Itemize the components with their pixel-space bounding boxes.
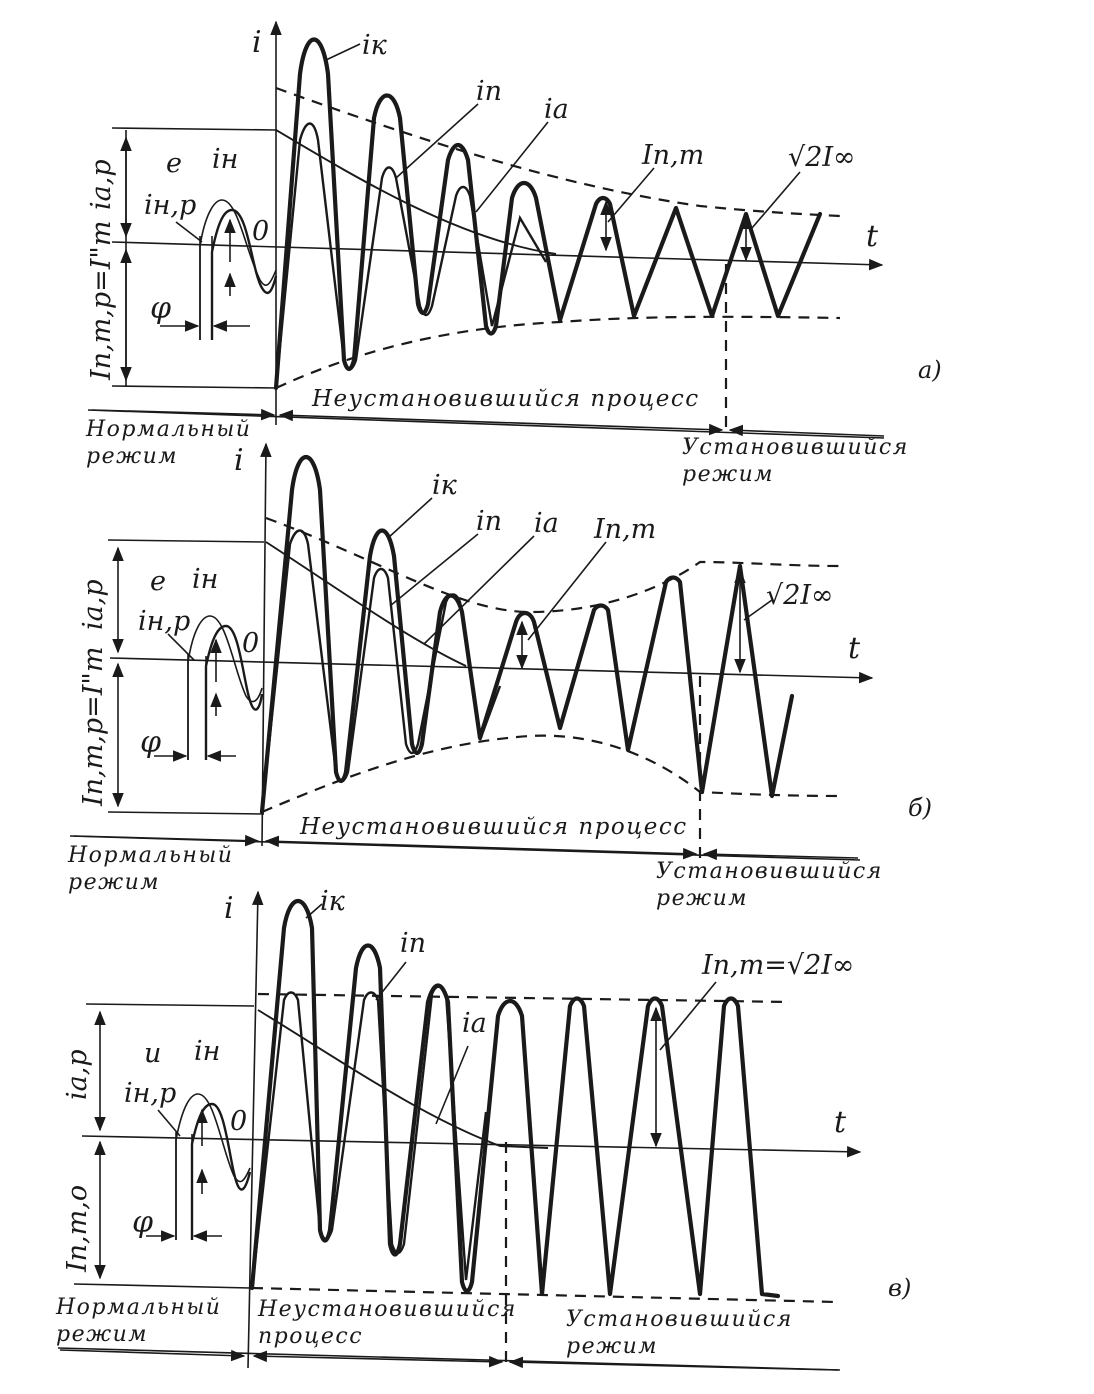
panel-b-normal-caption: Нормальный режим [68, 843, 234, 895]
panel-b-ip-label: iп [476, 506, 503, 537]
panel-a-t-axis [112, 242, 882, 265]
panel-a-emf-label: е [166, 148, 182, 179]
panel-c-ip-label: iп [400, 928, 427, 959]
panel-c-i-axis [248, 892, 258, 1368]
panel-c-ik-label: iк [320, 886, 345, 917]
panel-a-ip-label: iп [476, 76, 503, 107]
panel-c-t-axis [82, 1136, 860, 1152]
panel-a-t-axis-label: t [866, 219, 879, 254]
panel-a-ik-label: iк [362, 30, 387, 61]
panel-b-tag: б) [908, 794, 933, 822]
panel-a-amplitude-ref-line [112, 386, 276, 388]
panel-c-upper-envelope [258, 994, 790, 1002]
panel-c-ipm0-label: Iп,т,о [62, 1184, 93, 1272]
panel-b-normal-caption-box [68, 842, 248, 906]
panel-b-aperiodic-ref-line [108, 540, 264, 542]
panel-a-transient-caption: Неустановившийся процесс [312, 386, 700, 412]
panel-b-load-label: iн [192, 564, 219, 595]
panel-c-transient-caption-box [258, 1296, 517, 1360]
panel-b-emf-label: е [150, 566, 166, 597]
panel-b-steady-caption-box [656, 858, 883, 922]
panel-b-normal-arrow [74, 836, 258, 841]
panel-b-ipm-leader [528, 542, 606, 640]
panel-b [68, 443, 932, 922]
panel-c-amplitude-ref-line [74, 1284, 250, 1288]
panel-c-normal-caption-box [56, 1294, 246, 1358]
panel-c-phase-label: φ [132, 1205, 154, 1240]
panel-a-ipm-leader [608, 168, 654, 222]
panel-a-i-axis-label: i [252, 25, 262, 60]
panel-b-origin-label: 0 [242, 628, 260, 659]
panel-c-t-axis-label: t [834, 1105, 847, 1140]
panel-a-ia-label: iа [544, 94, 569, 125]
panel-b-periodic-current [262, 531, 500, 813]
panel-c-normal-caption: Нормальный режим [56, 1295, 222, 1347]
panel-b-ipm0-label: Iп,т,р=I"т [78, 646, 109, 806]
panel-b-short-circuit-current [262, 457, 792, 812]
panel-a-phase-label: φ [150, 291, 172, 326]
panel-c-steady-caption: Установившийся режим [566, 1307, 793, 1359]
panel-a-normal-caption: Нормальный режим [86, 417, 252, 469]
panel-b-t-axis [110, 658, 872, 678]
panel-a-steady-amp-label: √2I∞ [788, 142, 856, 173]
panel-a-load-label: iн [212, 144, 239, 175]
panel-c-i-axis-label: i [224, 891, 234, 926]
panel-b-ia0-label: iа,р [78, 579, 109, 630]
panel-a-transient-arrow [280, 415, 722, 430]
panel-a-steady-caption: Установившийся режим [682, 435, 909, 487]
panel-b-ipm-label: Iп,т [594, 514, 657, 545]
panel-c-aperiodic-ref-line [86, 1004, 254, 1006]
panel-c-prior-label: iн,р [124, 1078, 177, 1109]
panel-a-origin-label: 0 [252, 216, 270, 247]
panel-b-ia-leader [424, 536, 534, 644]
panel-b-ik-leader [388, 498, 432, 538]
panel-a-inr-leader [176, 222, 202, 242]
panel-a-tag: а) [918, 356, 942, 384]
panel-a-short-circuit-current [276, 40, 820, 389]
panel-b-ik-label: iк [432, 470, 457, 501]
panel-b-transient-arrow [266, 841, 696, 854]
panel-c-voltage-label: u [144, 1038, 162, 1069]
panel-c-steady-caption-box [566, 1306, 816, 1370]
panel-c-ia-label: iа [462, 1008, 487, 1039]
panel-b-steady-amp-label: √2I∞ [766, 580, 834, 611]
panel-c-load-label: iн [194, 1036, 221, 1067]
panel-a-ia0-label: iа,р [86, 159, 117, 210]
panel-c-amp-eq-label: Iп,т=√2I∞ [702, 950, 855, 981]
panel-c-transient-caption: Неустановившийся процесс [258, 1297, 517, 1349]
panel-a-aperiodic-ref-line [112, 128, 276, 130]
panel-c-origin-label: 0 [230, 1106, 248, 1137]
panel-a [86, 22, 942, 498]
panel-a-normal-arrow [92, 410, 274, 415]
panel-a-steady-caption-box [682, 434, 909, 498]
panel-a-ik-leader [326, 44, 360, 60]
panel-b-ia-label: iа [534, 508, 559, 539]
panel-c-short-circuit-current [252, 901, 778, 1296]
panel-c-inr-leader [158, 1110, 180, 1136]
panel-a-prior-label: iн,р [144, 190, 197, 221]
panel-a-ip-leader [396, 104, 478, 178]
panel-b-prior-label: iн,р [138, 606, 191, 637]
panel-b-phase-label: φ [140, 725, 162, 760]
panel-b-t-axis-label: t [848, 631, 861, 666]
panel-b-ip-leader [390, 534, 478, 606]
panel-c [56, 886, 911, 1370]
panel-c-tag: в) [888, 1274, 912, 1302]
panel-a-ipm0-label: Iп,т,р=I"т [86, 220, 117, 380]
panel-a-ipm-label: Iп,т [642, 140, 705, 171]
panel-c-ia0-label: iа,р [62, 1049, 93, 1100]
panel-b-amplitude-ref-line [108, 812, 264, 814]
panel-b-i-axis-label: i [234, 443, 244, 478]
panel-a-steady-leader [752, 172, 800, 228]
panel-b-steady-caption: Установившийся режим [656, 859, 883, 911]
panel-c-amp-leader [660, 982, 716, 1050]
panel-b-transient-caption: Неустановившийся процесс [300, 814, 688, 840]
